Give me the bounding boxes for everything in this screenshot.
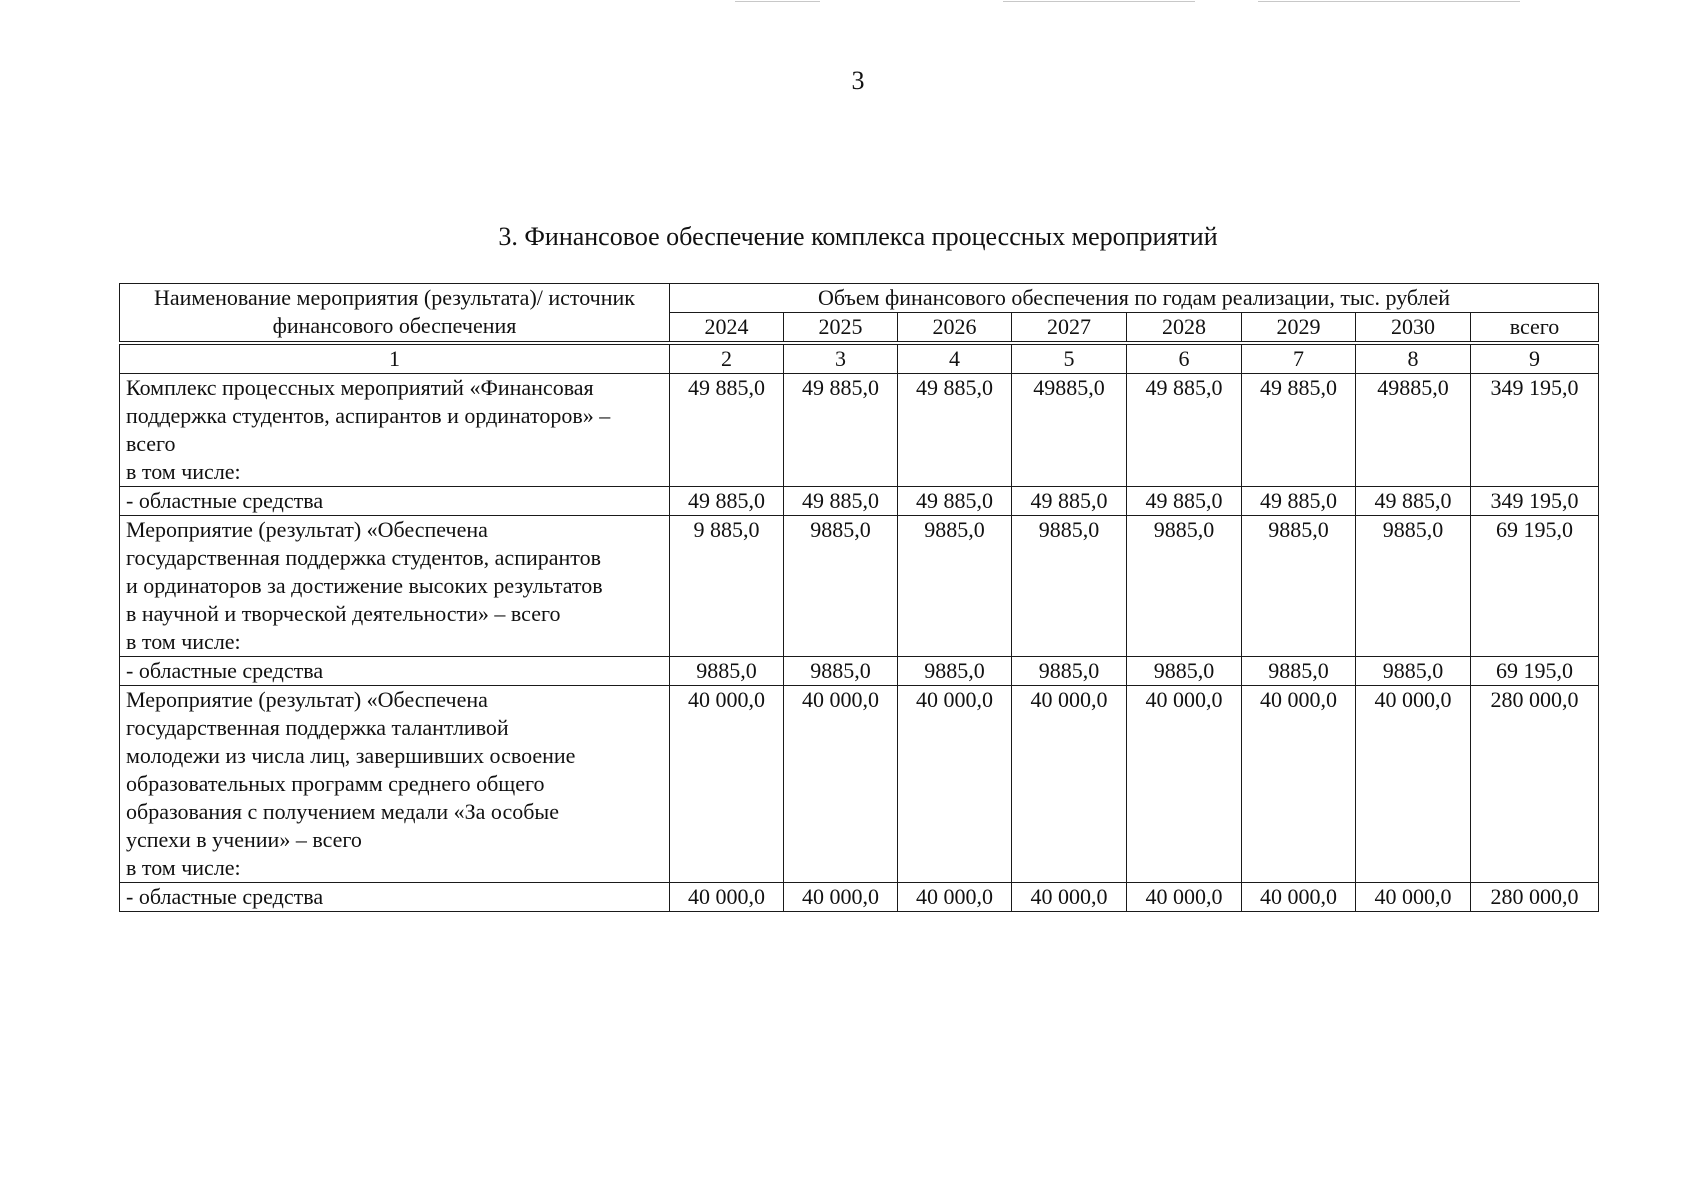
column-index-cell: 3 [784,343,898,374]
row-total-cell: 349 195,0 [1471,487,1599,516]
row-value-cell: 49 885,0 [1356,487,1471,516]
column-index-cell: 1 [120,343,670,374]
row-total-cell: 69 195,0 [1471,516,1599,657]
header-row [120,284,1599,313]
row-total-cell: 280 000,0 [1471,883,1599,912]
table-body [120,343,1599,912]
row-value-cell: 40 000,0 [898,686,1012,883]
row-name-line: в том числе: [126,459,241,484]
year-header-cell: 2024 [670,313,784,344]
row-name-cell [120,686,670,883]
row-value-cell: 9885,0 [1127,657,1242,686]
year-header-cell: 2026 [898,313,1012,344]
table-row [120,883,1599,912]
header-volume-cell: Объем финансового обеспечения по годам реализации, тыс. рублей [670,284,1599,313]
row-value-cell: 49 885,0 [784,374,898,487]
row-value-cell: 49 885,0 [670,374,784,487]
row-value-cell: 9885,0 [1012,516,1127,657]
row-name-line: государственная поддержка студентов, аспирантов [126,545,601,570]
row-name-line: образования с получением медали «За особые [126,799,559,824]
row-name-line: - областные средства [126,884,324,909]
page-number: 3 [851,66,865,95]
column-index-cell: 9 [1471,343,1599,374]
table-header [120,284,1599,344]
row-value-cell: 9885,0 [1242,657,1356,686]
row-value-cell: 49 885,0 [898,487,1012,516]
row-name-line: всего [126,431,176,456]
year-header-cell: 2030 [1356,313,1471,344]
header-name-cell: Наименование мероприятия (результата)/ источник финансового обеспечения [120,284,670,344]
row-value-cell: 40 000,0 [1127,883,1242,912]
row-value-cell: 49 885,0 [1127,487,1242,516]
row-value-cell: 49 885,0 [784,487,898,516]
row-value-cell: 49 885,0 [1242,374,1356,487]
row-value-cell: 9 885,0 [670,516,784,657]
row-value-cell: 9885,0 [1356,657,1471,686]
row-value-cell: 9885,0 [670,657,784,686]
scan-artifact-line [1258,1,1520,2]
column-index-cell: 6 [1127,343,1242,374]
row-value-cell: 40 000,0 [898,883,1012,912]
page-title: 3. Финансовое обеспечение комплекса процессных мероприятий [498,222,1218,251]
row-value-cell: 49 885,0 [1012,487,1127,516]
row-name-line: поддержка студентов, аспирантов и ординаторов» – [126,403,611,428]
row-name-line: - областные средства [126,488,324,513]
row-name-line: в том числе: [126,855,241,880]
row-name-line: и ординаторов за достижение высоких результатов [126,573,603,598]
row-name-line: Мероприятие (результат) «Обеспечена [126,517,488,542]
scan-artifact-line [1003,1,1195,2]
scan-artifact-line [735,1,820,2]
row-value-cell: 9885,0 [784,657,898,686]
row-name-line: в научной и творческой деятельности» – всего [126,601,561,626]
row-name-line: образовательных программ среднего общего [126,771,545,796]
row-value-cell: 40 000,0 [1242,883,1356,912]
year-header-cell: 2029 [1242,313,1356,344]
row-value-cell: 40 000,0 [1356,883,1471,912]
row-name-line: Мероприятие (результат) «Обеспечена [126,687,488,712]
row-name-line: - областные средства [126,658,324,683]
row-value-cell: 40 000,0 [1127,686,1242,883]
row-value-cell: 40 000,0 [670,686,784,883]
financing-table [119,283,1599,912]
row-value-cell: 9885,0 [898,657,1012,686]
year-header-cell: 2027 [1012,313,1127,344]
row-value-cell: 40 000,0 [784,883,898,912]
row-name-line: в том числе: [126,629,241,654]
row-name-line: Комплекс процессных мероприятий «Финансовая [126,375,594,400]
row-name-cell [120,883,670,912]
row-value-cell: 40 000,0 [1012,883,1127,912]
row-total-cell: 69 195,0 [1471,657,1599,686]
row-value-cell: 49 885,0 [1127,374,1242,487]
row-value-cell: 49885,0 [1012,374,1127,487]
column-index-cell: 8 [1356,343,1471,374]
row-total-cell: 280 000,0 [1471,686,1599,883]
row-name-cell [120,516,670,657]
row-value-cell: 9885,0 [1012,657,1127,686]
row-name-line: успехи в учении» – всего [126,827,362,852]
table-row [120,374,1599,487]
row-name-line: молодежи из числа лиц, завершивших освоение [126,743,576,768]
total-header-cell: всего [1471,313,1599,344]
column-index-cell: 5 [1012,343,1127,374]
row-name-line: государственная поддержка талантливой [126,715,509,740]
row-name-cell [120,487,670,516]
row-value-cell: 9885,0 [1356,516,1471,657]
row-name-cell [120,657,670,686]
row-total-cell: 349 195,0 [1471,374,1599,487]
row-value-cell: 9885,0 [1242,516,1356,657]
row-value-cell: 40 000,0 [670,883,784,912]
column-index-cell: 4 [898,343,1012,374]
year-header-cell: 2028 [1127,313,1242,344]
column-index-cell: 7 [1242,343,1356,374]
row-value-cell: 9885,0 [898,516,1012,657]
row-value-cell: 49 885,0 [670,487,784,516]
row-value-cell: 40 000,0 [1012,686,1127,883]
row-value-cell: 49885,0 [1356,374,1471,487]
table-row [120,686,1599,883]
row-value-cell: 49 885,0 [898,374,1012,487]
row-value-cell: 9885,0 [1127,516,1242,657]
table-row [120,516,1599,657]
row-value-cell: 9885,0 [784,516,898,657]
row-value-cell: 40 000,0 [784,686,898,883]
table-row [120,657,1599,686]
year-header-cell: 2025 [784,313,898,344]
row-value-cell: 49 885,0 [1242,487,1356,516]
column-index-cell: 2 [670,343,784,374]
row-value-cell: 40 000,0 [1242,686,1356,883]
row-value-cell: 40 000,0 [1356,686,1471,883]
table-row [120,487,1599,516]
column-index-row [120,343,1599,374]
row-name-cell [120,374,670,487]
